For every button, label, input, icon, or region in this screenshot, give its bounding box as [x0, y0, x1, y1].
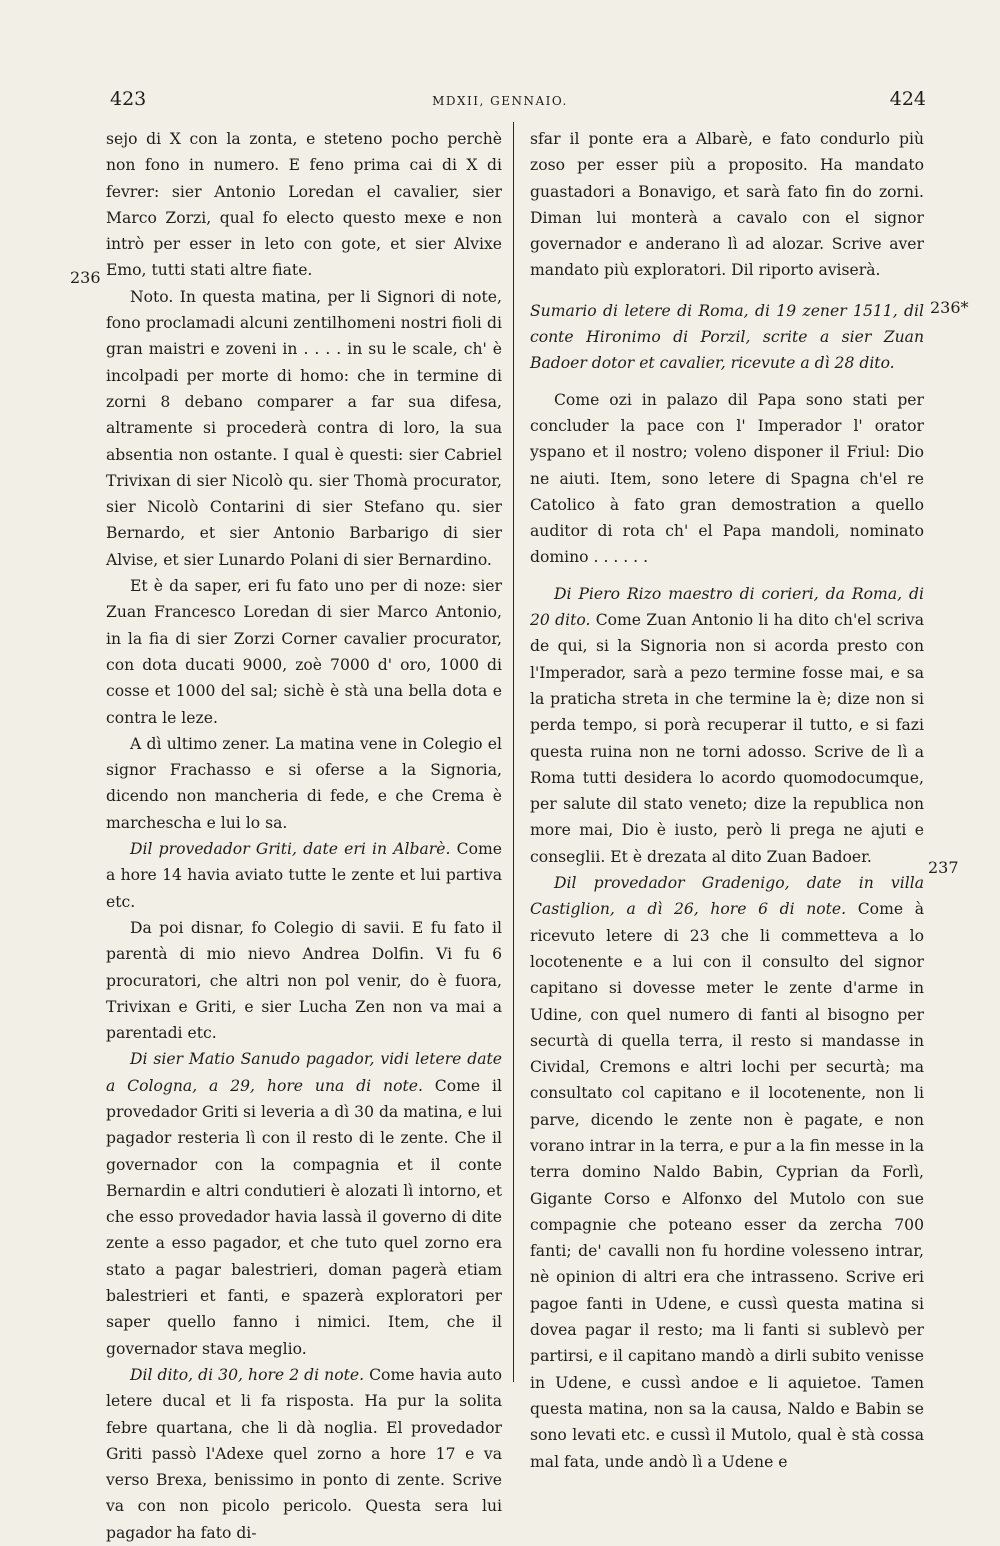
page-number-right: 424	[889, 88, 926, 110]
margin-note-right-2: 237	[928, 858, 959, 877]
paragraph: Et è da saper, eri fu fato uno per di noze: sier Zuan Francesco Loredan di sier Marco Antonio, in la fia di sier Zorzi Corner cavalier procurator, con dota ducati 9000, zoè 7000 d' oro, 1000 di cosse et 1000 del sal; sichè è stà una bella dota e contra le leze.	[106, 577, 502, 727]
margin-note-right-1: 236*	[930, 298, 969, 317]
paragraph: Di Piero Rizo maestro di corieri, da Roma, di 20 dito. Come Zuan Antonio li ha dito ch'el scriva de qui, si la Signoria non si acorda presto con l'Imperador, sarà a pezo termine fosse mai, e sa la praticha streta in che termine la è; dize non si perda tempo, si porà recuperar il tutto, e si fazi questa ruina non ne torni adosso. Scrive de lì a Roma tutti desidera lo acordo quomodocumque, per salute dil stato veneto; dize la republica non more mai, Dio è iusto, però li prega ne ajuti e conseglii. Et è drezata al dito Zuan Badoer.	[530, 584, 924, 866]
paragraph: Da poi disnar, fo Colegio di savii. E fu fato il parentà di mio nievo Andrea Dolfin. Vi fu 6 procuratori, che altri non pol venir, do è fuora, Trivixan e Griti, e sier Lucha Zen non va mai a parentadi etc.	[106, 918, 502, 1043]
paragraph: sejo di X con la zonta, e steteno pocho perchè non fono in numero. E feno prima cai di X di fevrer: sier Antonio Loredan el cavalier, sier Marco Zorzi, qual fo electo questo mexe e non intrò per esser in leto con gote, et sier Alvixe Emo, tutti stati altre fiate.	[106, 130, 502, 280]
running-title: MDXII, GENNAIO.	[432, 94, 568, 108]
paragraph: Dil provedador Gradenigo, date in villa Castiglion, a dì 26, hore 6 di note. Come à ricevuto letere di 23 che li commetteva a lo locotenente e a lui con il consulto del signor capitano si dovesse meter le zente d'arme in Udine, con quel numero di fanti al bisogno per securtà di quella terra, il resto si mandasse in Cividal, Cremons e altri lochi per securtà; ma consultato col capitano e il locotenente, non li parve, dicendo le zente non è pagate, e non vorano intrar in la terra, e pur a la fin messe in la terra domino Naldo Babin, Cyprian da Forlì, Gigante Corso e Alfonxo del Mutolo con sue compagnie che poteano esser da zercha 700 fanti; de' cavalli non fu hordine volesseno intrar, nè opinion di altri era che intrasseno. Scrive eri pagoe fanti in Udene, e cussì questa matina si dovea pagar il resto; ma li fanti si sublevò per partirsi, e il capitano mandò a dirli subito venisse in Udene, e cussì andoe e li aquietoe. Tamen questa matina, non sa la causa, Naldo e Babin se sono levati etc. e cussì il Mutolo, qual è stà cossa mal fata, unde andò lì a Udene e	[530, 874, 924, 1471]
paragraph: Come ozi in palazo dil Papa sono stati per concluder la pace con l' Imperador l' orator yspano et il nostro; voleno disponer il Friul: Dio ne aiuti. Item, sono letere di Spagna ch'el re Catolico à fato gran demostration a quello auditor di rota ch' el Papa mandoli, nominato domino . . . . . .	[530, 390, 924, 567]
paragraph: Di sier Matio Sanudo pagador, vidi letere date a Cologna, a 29, hore una di note. Come il provedador Griti si leveria a dì 30 da matina, e lui pagador resteria lì con il resto di le zente. Che il governador con la compagnia et il conte Bernardin e altri condutieri è alozati lì intorno, et che esso provedador havia lassà il governo di dite zente a esso pagador, et che tuto quel zorno era stato a pagar balestrieri, doman pagerà etiam balestrieri et fanti, e spazerà exploratori per saper quello fanno i nimici. Item, che il governador stava meglio.	[106, 1050, 502, 1358]
section-heading: Sumario di letere di Roma, di 19 zener 1511, dil conte Hironimo di Porzil, scrite a sier Zuan Badoer dotor et cavalier, ricevute a dì 28 dito.	[530, 301, 924, 373]
paragraph: sfar il ponte era a Albarè, e fato condurlo più zoso per esser più a proposito. Ha mandato guastadori a Bonavigo, et sarà fato fin do zorni. Diman lui monterà a cavalo con el signor governador e anderano lì ad alozar. Scrive aver mandato più exploratori. Dil riporto aviserà.	[530, 130, 924, 280]
page-number-left: 423	[110, 88, 147, 110]
paragraph: Noto. In questa matina, per li Signori di note, fono proclamadi alcuni zentilhomeni nostri fioli di gran maistri e zoveni in . . . . in su le scale, ch' è incolpadi per morte di homo: che in termine di zorni 8 debano comparer a far sua difesa, altramente si procederà contra di loro, la sua absentia non ostante. I qual è questi: sier Cabriel Trivixan di sier Nicolò qu. sier Thomà procurator, sier Nicolò Contarini di sier Stefano qu. sier Bernardo, et sier Antonio Barbarigo di sier Alvise, et sier Lunardo Polani di sier Bernardino.	[106, 287, 502, 569]
column-divider	[513, 122, 514, 1382]
left-column	[106, 126, 502, 1546]
paragraph: A dì ultimo zener. La matina vene in Colegio el signor Frachasso e si oferse a la Signoria, dicendo non mancheria di fede, e che Crema è marchescha e lui lo sa.	[106, 734, 502, 832]
margin-note-left: 236	[70, 268, 101, 287]
paragraph: Dil dito, di 30, hore 2 di note. Come havia auto letere ducal et li fa risposta. Ha pur la solita febre quartana, che li dà noglia. El provedador Griti passò l'Adexe quel zorno a hore 17 e va verso Brexa, benissimo in ponto di zente. Scrive va con non picolo pericolo. Questa sera lui pagador ha fato di-	[106, 1365, 502, 1542]
right-column	[530, 126, 924, 1475]
page-header	[0, 88, 1000, 118]
paragraph: Dil provedador Griti, date eri in Albarè. Come a hore 14 havia aviato tutte le zente et lui partiva etc.	[106, 840, 502, 911]
